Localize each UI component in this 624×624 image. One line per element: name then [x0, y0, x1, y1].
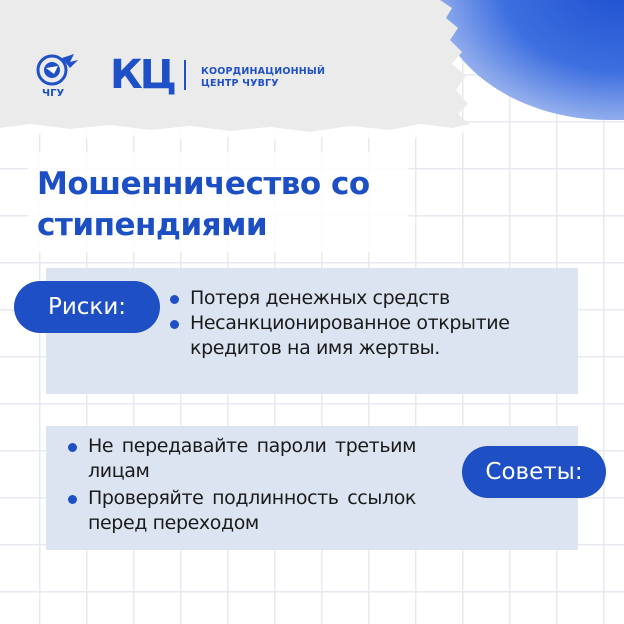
tips-list [64, 434, 416, 538]
chgu-logo-icon [34, 52, 80, 100]
page-title [37, 164, 417, 246]
kc-logo: КЦ [110, 52, 174, 98]
chgu-logo-text: ЧГУ [42, 88, 65, 99]
risk-item: Потеря денежных средств [166, 286, 566, 311]
page-title-line1: Мошенничество со [37, 166, 370, 202]
logo-divider [184, 60, 186, 90]
risk-item: Несанкционированное открытие кредитов на имя жертвы. [166, 311, 566, 361]
risks-label-badge: Риски: [14, 281, 160, 333]
kc-caption-line2: ЦЕНТР ЧУВГУ [201, 78, 279, 89]
page-title-line2: стипендиями [37, 207, 268, 243]
tip-item: Проверяйте подлинность ссылок перед переходом [64, 486, 416, 536]
risks-list [166, 286, 566, 361]
tips-label-badge: Советы: [462, 446, 606, 498]
tip-item: Не передавайте пароли третьим лицам [64, 434, 416, 484]
kc-caption-line1: КООРДИНАЦИОННЫЙ [201, 66, 326, 77]
kc-logo-caption [201, 66, 325, 90]
